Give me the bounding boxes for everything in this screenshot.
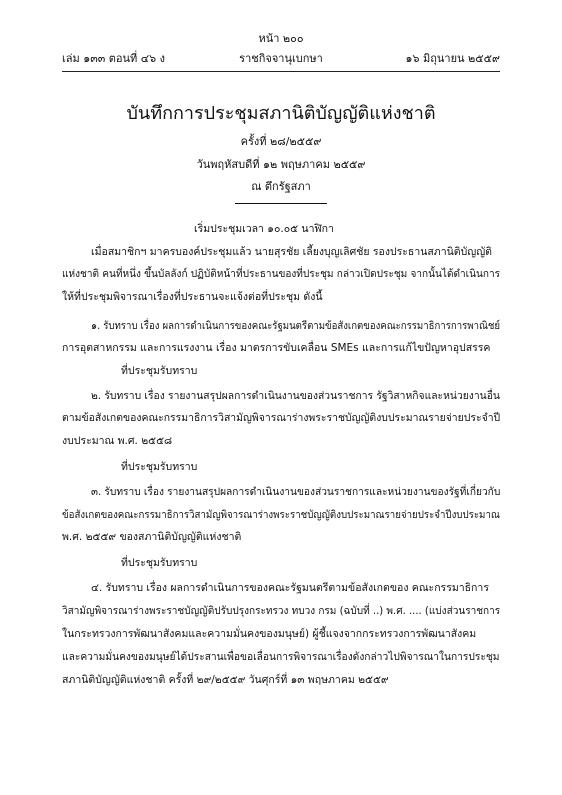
gazette-date: ๑๖ มิถุนายน ๒๕๕๙ [405,52,500,65]
item4-line-2: วิสามัญพิจารณาร่างพระราชบัญญัติปรับปรุงกระทรวง ทบวง กรม (ฉบับที่ ..) พ.ศ. .... (แบ่งส่วนราชการ [62,605,501,617]
item4-line-5: สภานิติบัญญัติแห่งชาติ ครั้งที่ ๒๙/๒๕๕๙ วันศุกร์ที่ ๑๓ พฤษภาคม ๒๕๕๙ [62,674,389,686]
title-separator [235,203,327,204]
page-number: หน้า ๒๐๐ [258,32,304,45]
meeting-venue: ณ ตึกรัฐสภา [251,180,311,193]
intro-line-2: แห่งชาติ คนที่หนึ่ง ขึ้นบัลลังก์ ปฏิบัติหน้าที่ประธานของที่ประชุม กล่าวเปิดประชุม จากนั้นได้ดำเนินการ [62,268,501,280]
gazette-volume: เล่ม ๑๓๓ ตอนที่ ๔๖ ง [62,52,165,65]
item4-line-1: ๔. รับทราบ เรื่อง ผลการดำเนินการของคณะรัฐมนตรีตามข้อสังเกตของ คณะกรรมาธิการ [91,582,489,594]
document-title: บันทึกการประชุมสภานิติบัญญัติแห่งชาติ [126,103,436,124]
item2-result: ที่ประชุมรับทราบ [121,461,198,473]
item3-result: ที่ประชุมรับทราบ [121,557,198,569]
intro-line-3: ให้ที่ประชุมพิจารณาเรื่องที่ประธานจะแจ้งต่อที่ประชุม ดังนี้ [62,291,323,303]
item2-line-1: ๒. รับทราบ เรื่อง รายงานสรุปผลการดำเนินงานของส่วนราชการ รัฐวิสาหกิจและหน่วยงานอื่น [91,390,500,402]
meeting-date: วันพฤหัสบดีที่ ๑๒ พฤษภาคม ๒๕๕๙ [196,158,366,171]
gazette-header [62,49,500,65]
item1-line-2: การอุตสาหกรรม และการแรงงาน เรื่อง มาตรการขับเคลื่อน SMEs และการแก้ไขปัญหาอุปสรรค [62,342,491,354]
item3-line-3: พ.ศ. ๒๕๕๙ ของสภานิติบัญญัติแห่งชาติ [62,531,242,543]
intro-line-1: เมื่อสมาชิกฯ มาครบองค์ประชุมแล้ว นายสุรชัย เลี้ยงบุญเลิศชัย รองประธานสภานิติบัญญัติ [91,246,492,258]
header-rule [62,71,500,72]
item1-result: ที่ประชุมรับทราบ [121,365,198,377]
item4-line-4: และความมั่นคงของมนุษย์ได้ประสานเพื่อขอเลื่อนการพิจารณาเรื่องดังกล่าวไปพิจารณาในการประชุม [62,651,500,663]
item2-line-3: งบประมาณ พ.ศ. ๒๕๕๘ [62,435,173,447]
start-time: เริ่มประชุมเวลา ๑๐.๐๕ นาฬิกา [194,223,334,235]
item2-line-2: ตามข้อสังเกตของคณะกรรมาธิการวิสามัญพิจารณาร่างพระราชบัญญัติงบประมาณรายจ่ายประจำปี [62,412,501,424]
item1-line-1: ๑. รับทราบ เรื่อง ผลการดำเนินการของคณะรัฐมนตรีตามข้อสังเกตของคณะกรรมาธิการการพาณิชย์ [91,320,501,332]
item3-line-2: ข้อสังเกตของคณะกรรมาธิการวิสามัญพิจารณาร่างพระราชบัญญัติงบประมาณรายจ่ายประจำปีงบประมาณ [62,509,500,521]
item4-line-3: ในกระทรวงการพัฒนาสังคมและความมั่นคงของมนุษย์) ผู้ชี้แจงจากกระทรวงการพัฒนาสังคม [62,628,477,640]
gazette-publication: ราชกิจจานุเบกษา [239,52,323,65]
item3-line-1: ๓. รับทราบ เรื่อง รายงานสรุปผลการดำเนินงานของส่วนราชการและหน่วยงานของรัฐที่เกี่ยวกับ [91,486,501,498]
meeting-number: ครั้งที่ ๒๘/๒๕๕๙ [240,135,322,148]
